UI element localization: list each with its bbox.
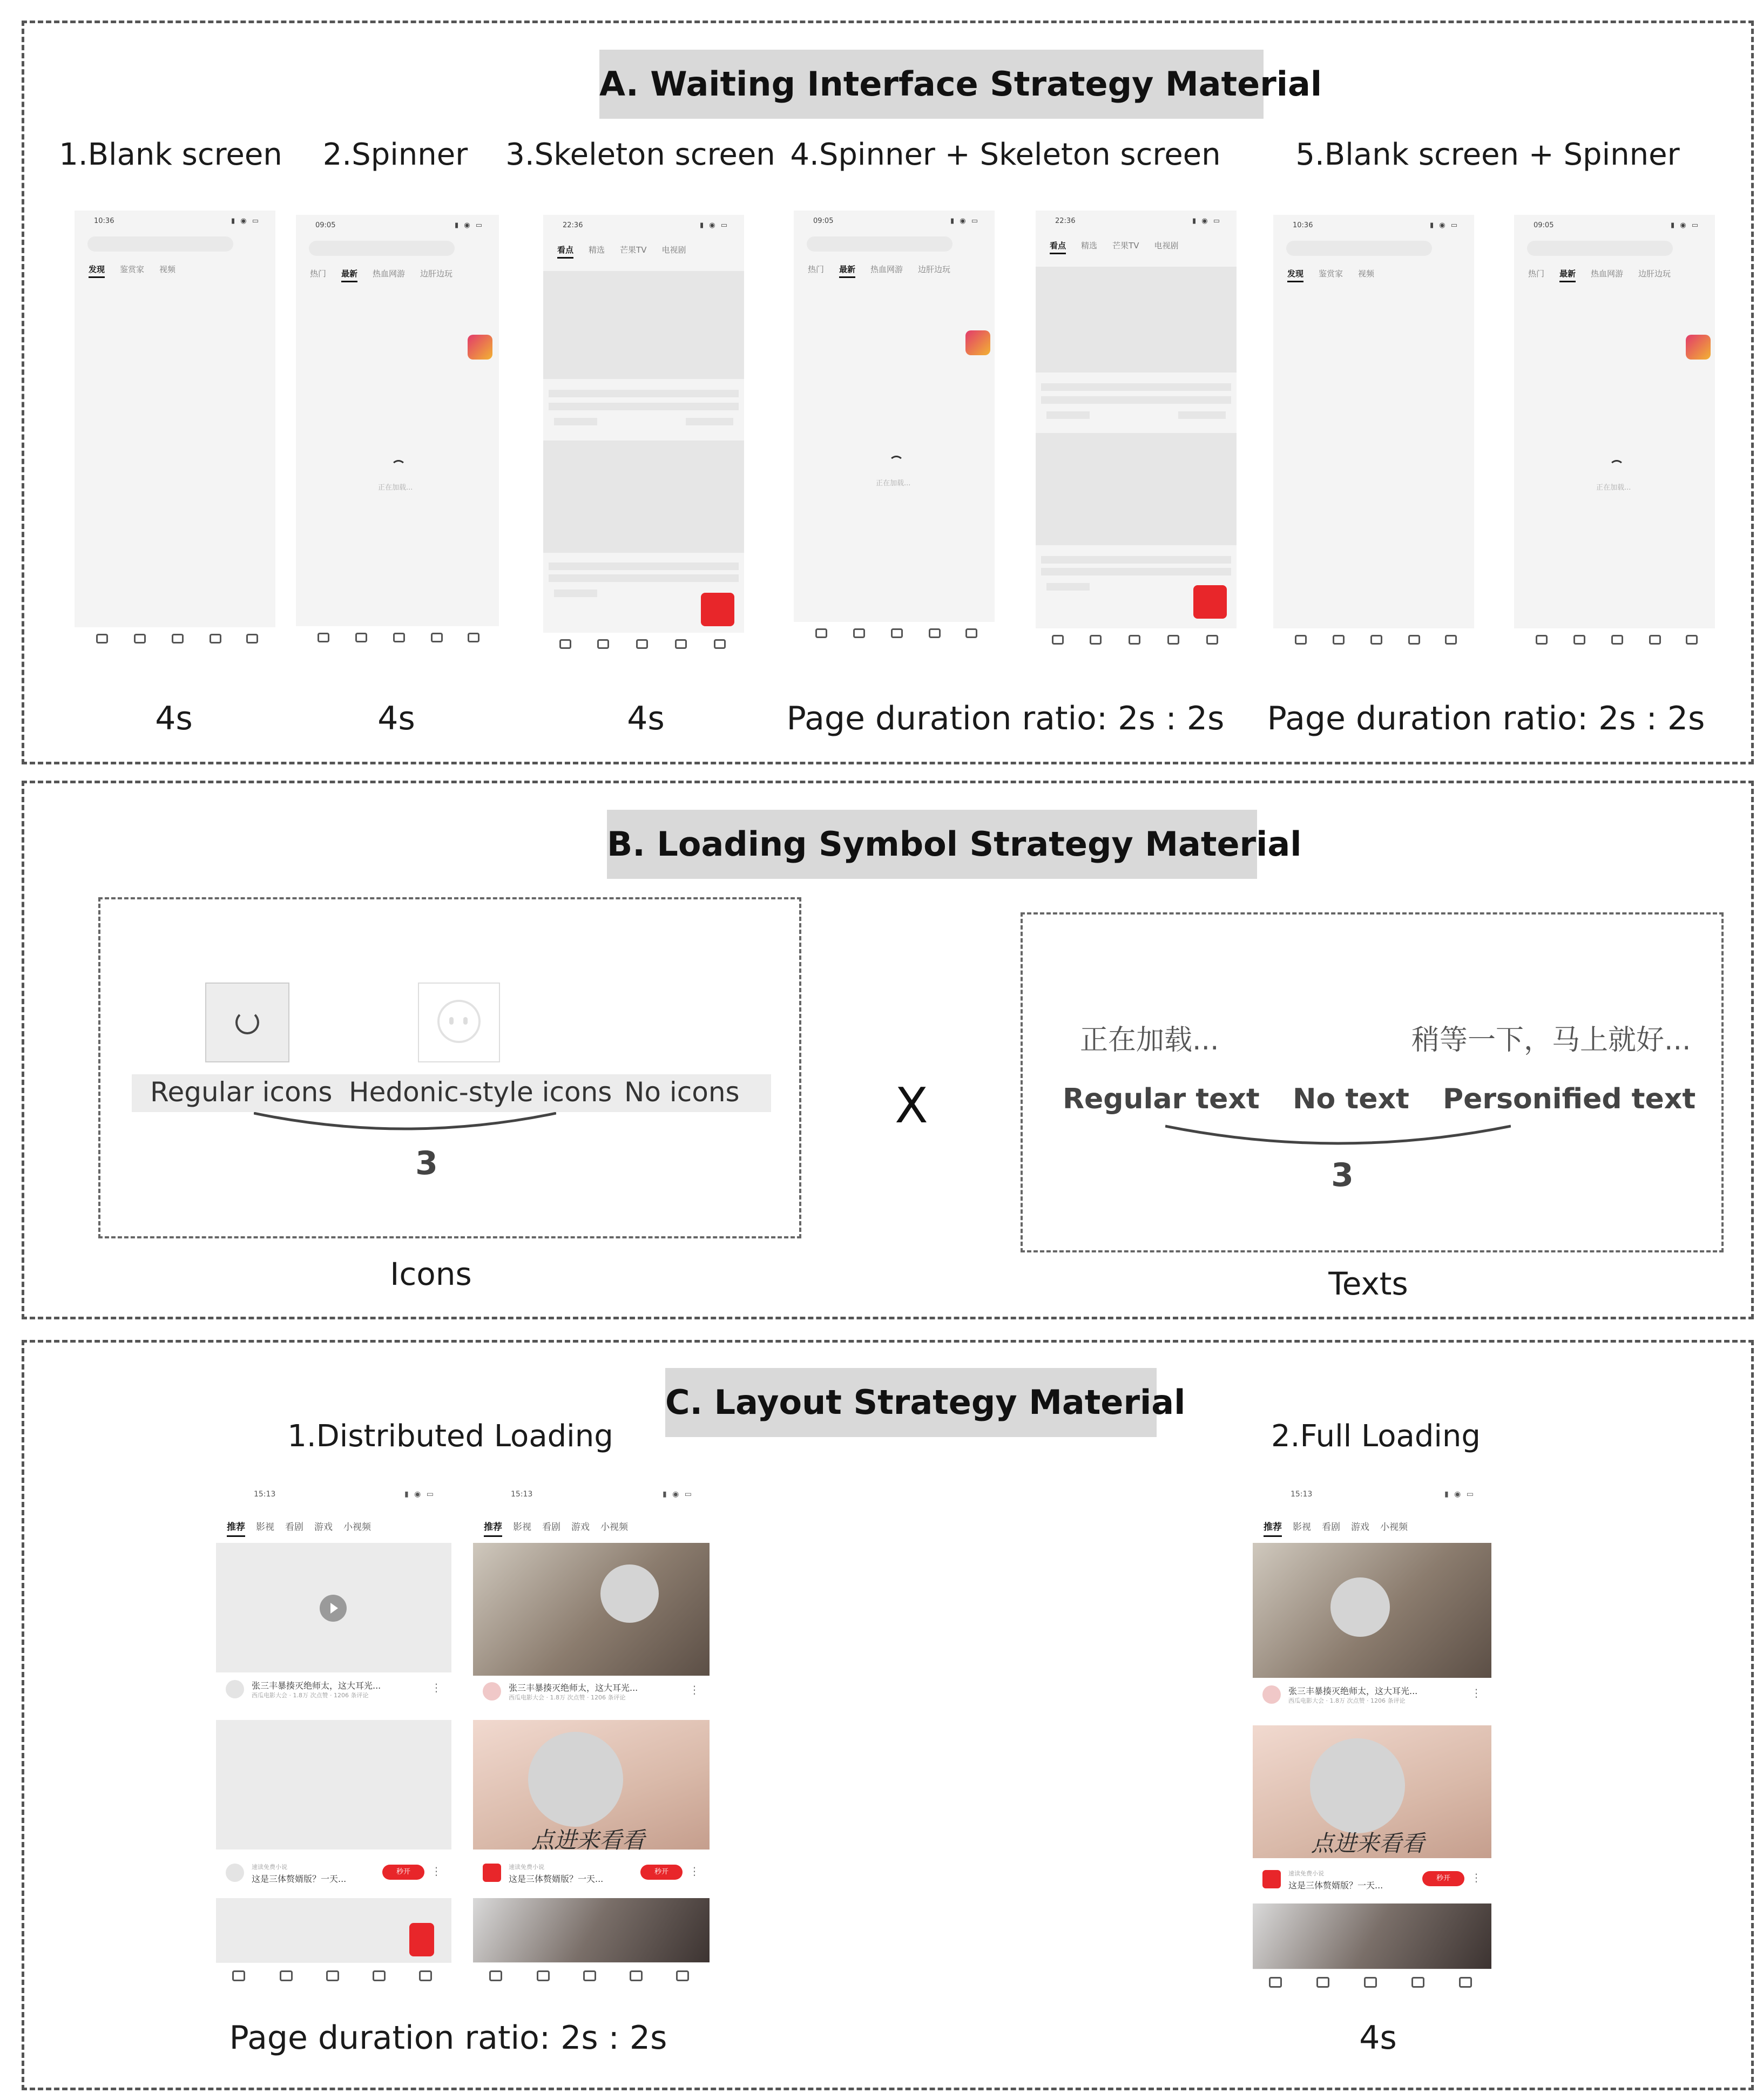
- phone-spinner-then-skeleton-b: 22:36 ▮ ◉ ▭ 看点 精选 芒果TV 电视剧: [1036, 211, 1237, 661]
- texts-caption: Texts: [1328, 1265, 1408, 1302]
- texts-count: 3: [1331, 1156, 1354, 1194]
- phone-blank-then-spinner-b: 09:05 ▮ ◉ ▭ 热门 最新 热血网游 边肝边玩 正在加载...: [1514, 215, 1715, 661]
- icon-option-hedonic: Hedonic-style icons: [349, 1076, 612, 1108]
- spinner-icon: [235, 1011, 259, 1034]
- play-icon: [320, 1595, 347, 1622]
- condition-label-4: 4.Spinner + Skeleton screen: [790, 137, 1221, 172]
- red-packet-icon: [409, 1923, 434, 1956]
- duration-5: Page duration ratio: 2s : 2s: [1267, 700, 1705, 737]
- spinner-icon: [1609, 460, 1624, 475]
- game-app-icon: [965, 330, 990, 355]
- text-option-none: No text: [1293, 1083, 1409, 1115]
- blurred-face: [1310, 1738, 1405, 1833]
- icons-panel: [98, 897, 801, 1238]
- phone-skeleton-screen: 22:36 ▮ ◉ ▭ 看点 精选 芒果TV 电视剧: [543, 215, 744, 665]
- distributed-duration: Page duration ratio: 2s : 2s: [229, 2019, 667, 2057]
- full-loading-label: 2.Full Loading: [1271, 1419, 1481, 1454]
- duration-4: Page duration ratio: 2s : 2s: [786, 700, 1225, 737]
- blurred-face: [1330, 1577, 1390, 1637]
- icon-option-regular: Regular icons: [150, 1076, 333, 1108]
- regular-icon-sample: [205, 983, 289, 1062]
- blurred-face: [600, 1564, 659, 1623]
- condition-label-5: 5.Blank screen + Spinner: [1295, 137, 1680, 172]
- smiling-face-icon: [437, 1000, 481, 1043]
- hedonic-icon-sample: [418, 983, 500, 1062]
- red-packet-icon: [1193, 585, 1227, 619]
- blurred-face: [528, 1732, 623, 1827]
- text-option-personified: Personified text: [1443, 1083, 1696, 1115]
- red-packet-icon: [701, 593, 734, 626]
- duration-3: 4s: [627, 700, 665, 737]
- icon-option-none: No icons: [624, 1076, 740, 1108]
- section-b-title: B. Loading Symbol Strategy Material: [607, 810, 1257, 879]
- icons-brace: [254, 1112, 556, 1144]
- duration-1: 4s: [155, 700, 193, 737]
- condition-label-2: 2.Spinner: [322, 137, 468, 172]
- phone-blank-then-spinner-a: 10:36 ▮ ◉ ▭ 发现 鉴赏家 视频: [1273, 215, 1474, 661]
- phone-spinner-then-skeleton-a: 09:05 ▮ ◉ ▭ 热门 最新 热血网游 边肝边玩 正在加载...: [794, 211, 995, 654]
- phone-full-loading: 15:13 ▮ ◉ ▭ 推荐 影视 看剧 游戏 小视频 张三丰暴揍灭绝师太，这大耳光... 西瓜电影大会 · 1.8万 次点赞 · 1206 条评论 ⋮ 点进来看看 速读免费小说 这是三体赘婿版？一天... 秒开 ⋮: [1253, 1482, 1491, 2007]
- section-a-title: A. Waiting Interface Strategy Material: [599, 50, 1264, 119]
- text-sample-personified: 稍等一下，马上就好...: [1411, 1024, 1691, 1056]
- condition-label-3: 3.Skeleton screen: [505, 137, 775, 172]
- duration-2: 4s: [377, 700, 415, 737]
- condition-label-1: 1.Blank screen: [59, 137, 282, 172]
- phone-distributed-loaded: 15:13 ▮ ◉ ▭ 推荐 影视 看剧 游戏 小视频 张三丰暴揍灭绝师太，这大耳光... 西瓜电影大会 · 1.8万 次点赞 · 1206 条评论 ⋮ 点进来看看 速读免费小说 这是三体赘婿版？一天... 秒开 ⋮: [473, 1482, 710, 2001]
- spinner-icon: [889, 456, 904, 471]
- spinner-icon: [391, 460, 406, 475]
- text-sample-regular: 正在加载...: [1080, 1024, 1219, 1056]
- game-app-icon: [468, 335, 492, 360]
- full-duration: 4s: [1359, 2019, 1397, 2057]
- game-app-icon: [1686, 335, 1711, 360]
- distributed-loading-label: 1.Distributed Loading: [287, 1419, 613, 1454]
- text-option-regular: Regular text: [1063, 1083, 1260, 1115]
- icons-caption: Icons: [390, 1256, 472, 1292]
- times-operator: X: [895, 1078, 928, 1134]
- texts-panel: [1021, 912, 1724, 1252]
- phone-blank-screen: 10:36 ▮ ◉ ▭ 发现 鉴赏家 视频: [75, 211, 275, 660]
- phone-distributed-placeholder: 15:13 ▮ ◉ ▭ 推荐 影视 看剧 游戏 小视频 张三丰暴揍灭绝师太，这大耳光... 西瓜电影大会 · 1.8万 次点赞 · 1206 条评论 ⋮ 速读免费小说 这是三体赘婿版？一天... 秒开 ⋮: [216, 1482, 451, 2001]
- phone-spinner: 09:05 ▮ ◉ ▭ 热门 最新 热血网游 边肝边玩 正在加载...: [296, 215, 499, 659]
- texts-brace: [1165, 1123, 1511, 1155]
- icons-count: 3: [415, 1144, 438, 1182]
- section-c-title: C. Layout Strategy Material: [665, 1368, 1157, 1437]
